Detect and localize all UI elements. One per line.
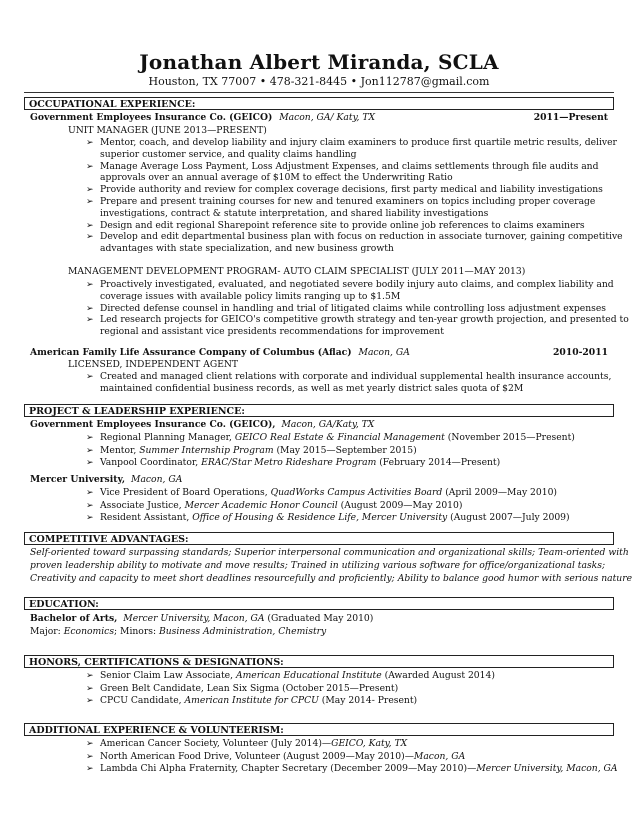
arrow-bullet-icon: ➢: [86, 487, 94, 498]
org-name: Mercer University,: [30, 474, 126, 485]
bullet-line: [86, 371, 611, 382]
item-part-i: Mercer University, Macon, GA: [476, 763, 618, 774]
arrow-bullet-icon: ➢: [86, 219, 94, 231]
item-part-i: Mercer Academic Honor Council: [184, 499, 338, 511]
bullet-line: [86, 314, 629, 325]
item-part-a: CPCU Candidate,: [100, 695, 185, 706]
arrow-bullet-icon: ➢: [86, 314, 94, 326]
arrow-bullet-icon: ➢: [86, 444, 94, 456]
section-occupational-title: OCCUPATIONAL EXPERIENCE:: [24, 97, 614, 110]
arrow-bullet-icon: ➢: [86, 302, 94, 314]
employer-location: Macon, GA: [358, 347, 410, 358]
org-name: Government Employees Insurance Co. (GEICO),: [30, 419, 276, 430]
arrow-bullet-icon: ➢: [86, 457, 94, 468]
section-education-title: EDUCATION:: [24, 597, 614, 610]
item-part-a: Mentor,: [100, 444, 140, 456]
arrow-bullet-icon: ➢: [86, 499, 94, 511]
item-part-c: (August 2009—May 2010): [337, 499, 463, 511]
bullet-text: regional and assistant vice presidents recommendations for improvement: [100, 326, 444, 338]
item-part-a: American Cancer Society, Volunteer (July 2014)—: [100, 738, 332, 749]
list-item: [86, 487, 557, 498]
item-part-i: Summer Internship Program: [139, 444, 274, 456]
bullet-line: [100, 326, 444, 337]
item-part-a: Associate Justice,: [100, 499, 185, 511]
bullet-line: [86, 196, 595, 207]
employer-name: American Family Life Assurance Company of Columbus (Aflac): [30, 347, 352, 358]
item-part-a: Green Belt Candidate, Lean Six Sigma (October 2015—Present): [100, 682, 399, 694]
bullet-line: [86, 220, 585, 231]
arrow-bullet-icon: ➢: [86, 750, 94, 762]
item-part-i: Office of Housing & Residence Life, Mercer University: [192, 512, 448, 523]
section-advantages-title: COMPETITIVE ADVANTAGES:: [24, 532, 614, 545]
bullet-text: Manage Average Loss Payment, Loss Adjustment Expenses, and claims settlements through file audits and: [100, 160, 599, 172]
list-item: [86, 457, 500, 468]
item-part-c: (May 2015—September 2015): [273, 444, 417, 456]
advantages-line: Creativity and capacity to meet short deadlines resourcefully and proficiently; Ability to balance good humor with serious nature: [30, 573, 633, 584]
item-part-c: (August 2007—July 2009): [447, 512, 570, 523]
org-location: Macon, GA/Katy, TX: [281, 419, 375, 430]
minors: Business Administration, Chemistry: [158, 626, 327, 637]
item-part-a: Senior Claim Law Associate,: [100, 670, 236, 681]
list-item: [86, 738, 407, 749]
graduation: (Graduated May 2010): [264, 613, 374, 624]
bullet-line: [100, 243, 394, 254]
job-title-mdp: MANAGEMENT DEVELOPMENT PROGRAM- AUTO CLAIM SPECIALIST (JULY 2011—MAY 2013): [68, 266, 526, 277]
arrow-bullet-icon: ➢: [86, 371, 94, 382]
item-part-a: Resident Assistant,: [100, 512, 193, 523]
item-part-i: GEICO, Katy, TX: [331, 738, 408, 749]
bullet-text: approvals over an annual average of $10M to effect the Underwriting Ratio: [100, 172, 453, 184]
arrow-bullet-icon: ➢: [86, 432, 94, 443]
advantages-line: proven leadership ability to motivate and move results; Trained in utilizing various software for office/organizational tasks;: [30, 560, 606, 571]
bullet-text: coverage issues with available policy limits ranging up to $1.5M: [100, 290, 401, 302]
employer-location: Macon, GA/ Katy, TX: [279, 112, 376, 123]
arrow-bullet-icon: ➢: [86, 738, 94, 749]
bullet-text: superior customer service, and quality claims handling: [100, 148, 357, 160]
employer-dates: 2010-2011: [553, 347, 608, 358]
list-item: [86, 683, 398, 694]
aflac-employer-line: [30, 347, 410, 358]
advantages-line: Self-oriented toward surpassing standards; Superior interpersonal communication and organizational skills; Team-oriented with: [30, 547, 629, 558]
bullet-line: [86, 303, 606, 314]
bullet-line: [100, 172, 453, 183]
bullet-line: [86, 231, 623, 242]
arrow-bullet-icon: ➢: [86, 231, 94, 243]
item-part-a: Regional Planning Manager,: [100, 432, 235, 443]
item-part-a: Vice President of Board Operations,: [100, 487, 271, 498]
item-part-i: American Institute for CPCU: [184, 695, 319, 706]
major-line: [30, 626, 326, 637]
bullet-text: investigations, contract & statute interpretation, and shared liability investigations: [100, 207, 489, 219]
bullet-line: [100, 149, 357, 160]
arrow-bullet-icon: ➢: [86, 695, 94, 706]
item-part-i: QuadWorks Campus Activities Board: [270, 487, 443, 498]
bullet-line: [100, 383, 523, 394]
header-divider: [24, 92, 614, 93]
bullet-text: Directed defense counsel in handling and trial of litigated claims while controlling loss adjustment expenses: [100, 302, 607, 314]
bullet-text: Created and managed client relations with corporate and individual supplemental health insurance accounts,: [100, 371, 612, 382]
arrow-bullet-icon: ➢: [86, 670, 94, 681]
arrow-bullet-icon: ➢: [86, 196, 94, 207]
bullet-text: Prepare and present training courses for new and tenured examiners on topics including proper coverage: [100, 196, 596, 207]
bullet-text: advantages with state specialization, and new business growth: [100, 243, 394, 255]
section-honors-title: HONORS, CERTIFICATIONS & DESIGNATIONS:: [24, 655, 614, 668]
bullet-text: Mentor, coach, and develop liability and injury claim examiners to produce first quartile metric results, deliver: [100, 137, 617, 148]
project-mercer-line: [30, 474, 182, 485]
list-item: [86, 763, 618, 774]
item-part-c: (May 2014- Present): [318, 695, 418, 706]
bullet-line: [100, 291, 400, 302]
arrow-bullet-icon: ➢: [86, 682, 94, 694]
candidate-name: Jonathan Albert Miranda, SCLA: [139, 50, 499, 74]
arrow-bullet-icon: ➢: [86, 512, 94, 523]
bullet-line: [86, 161, 598, 172]
bullet-text: Develop and edit departmental business plan with focus on reduction in associate turnover, gaining competitive: [100, 231, 623, 243]
job-title-aflac: LICENSED, INDEPENDENT AGENT: [68, 359, 239, 370]
list-item: [86, 751, 465, 762]
arrow-bullet-icon: ➢: [86, 137, 94, 148]
list-item: [86, 695, 417, 706]
section-additional-title: ADDITIONAL EXPERIENCE & VOLUNTEERISM:: [24, 723, 614, 736]
list-item: [86, 445, 417, 456]
bullet-text: maintained confidential business records, as well as met yearly district sales quota of $2M: [100, 382, 524, 394]
arrow-bullet-icon: ➢: [86, 184, 94, 196]
item-part-a: Lambda Chi Alpha Fraternity, Chapter Secretary (December 2009—May 2010)—: [100, 763, 477, 774]
bullet-text: Led research projects for GEICO's competitive growth strategy and ten-year growth projection, and presented to: [100, 314, 629, 326]
item-part-c: (November 2015—Present): [444, 432, 575, 443]
major-label: Major:: [30, 626, 64, 637]
bullet-line: [86, 279, 614, 290]
degree: Bachelor of Arts,: [30, 613, 118, 624]
contact-line: Houston, TX 77007 • 478-321-8445 • Jon112787@gmail.com: [148, 75, 490, 88]
bullet-text: Design and edit regional Sharepoint reference site to provide online job references to claims examiners: [100, 219, 585, 231]
item-part-i: ERAC/Star Metro Rideshare Program: [201, 457, 377, 468]
employer-name: Government Employees Insurance Co. (GEICO): [30, 112, 273, 123]
item-part-c: (Awarded August 2014): [381, 670, 495, 681]
bullet-line: [86, 184, 603, 195]
bullet-text: Provide authority and review for complex coverage decisions, first party medical and liability investigations: [100, 184, 603, 196]
school: Mercer University, Macon, GA: [123, 613, 265, 624]
arrow-bullet-icon: ➢: [86, 279, 94, 290]
org-location: Macon, GA: [131, 474, 183, 485]
item-part-i: Macon, GA: [413, 750, 466, 762]
job-title-unit-manager: UNIT MANAGER (JUNE 2013—PRESENT): [68, 125, 267, 136]
geico-employer-line: [30, 112, 375, 123]
arrow-bullet-icon: ➢: [86, 160, 94, 172]
bullet-line: [100, 208, 488, 219]
item-part-a: North American Food Drive, Volunteer (August 2009—May 2010)—: [100, 750, 414, 762]
item-part-i: American Educational Institute: [235, 670, 382, 681]
item-part-c: (February 2014—Present): [376, 457, 501, 468]
minors-label: ; Minors:: [114, 626, 159, 637]
major: Economics: [63, 626, 115, 637]
bullet-text: Proactively investigated, evaluated, and negotiated severe bodily injury auto claims, and complex liability and: [100, 279, 614, 290]
bullet-line: [86, 137, 617, 148]
section-project-title: PROJECT & LEADERSHIP EXPERIENCE:: [24, 404, 614, 417]
item-part-a: Vanpool Coordinator,: [100, 457, 202, 468]
list-item: [86, 432, 575, 443]
degree-line: [30, 613, 373, 624]
arrow-bullet-icon: ➢: [86, 763, 94, 774]
list-item: [86, 500, 462, 511]
project-geico-line: [30, 419, 374, 430]
list-item: [86, 670, 495, 681]
employer-dates: 2011—Present: [533, 112, 608, 123]
item-part-c: (April 2009—May 2010): [442, 487, 558, 498]
list-item: [86, 512, 570, 523]
item-part-i: GEICO Real Estate & Financial Management: [234, 432, 445, 443]
